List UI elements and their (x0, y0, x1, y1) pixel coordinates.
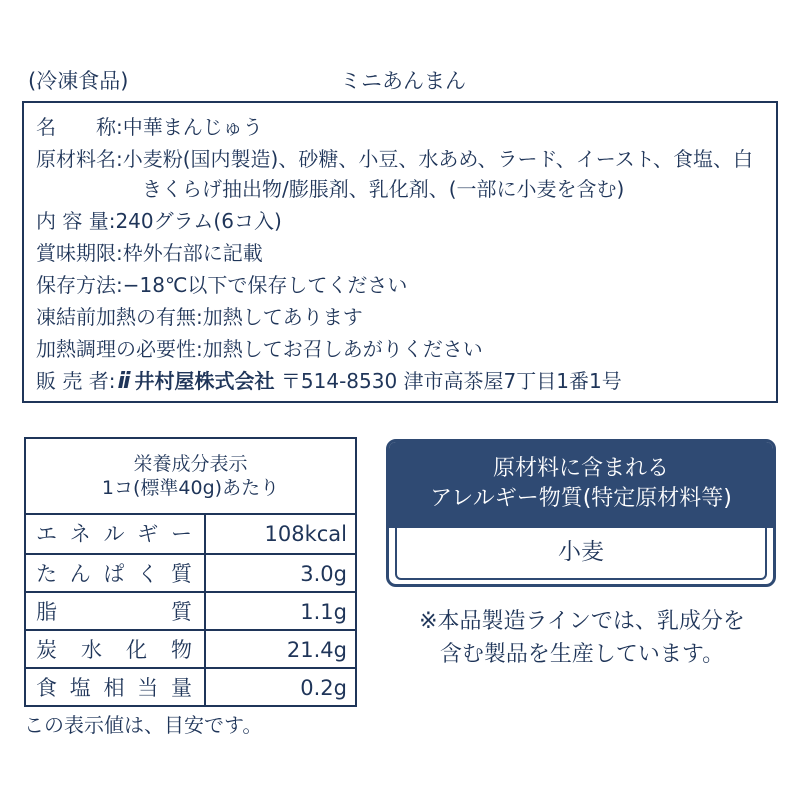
seller-address: 〒514-8530 津市高茶屋7丁目1番1号 (280, 369, 622, 393)
nutrient-name-char: 相 (103, 676, 125, 700)
allergen-value: 小麦 (558, 539, 604, 565)
nutrient-name-char: 食 (36, 676, 57, 700)
label-value: 加熱してあります (202, 305, 363, 329)
nutrition-note: この表示値は、目安です。 (24, 713, 263, 737)
nutrient-name-char: 物 (171, 638, 192, 662)
label-key: 加熱調理の必要性: (36, 337, 203, 361)
nutrition-table (24, 437, 357, 707)
nutrient-name-char: 化 (126, 638, 147, 662)
nutrition-row (26, 515, 355, 553)
nutrient-name-char: ん (69, 562, 91, 586)
nutrient-name-char: 当 (137, 676, 159, 700)
product-name: ミニあんまん (340, 69, 466, 93)
label-key: 販 売 者: (36, 369, 116, 393)
label-value: −18℃以下で保存してください (122, 273, 408, 297)
nutrient-name-char: 脂 (36, 600, 57, 624)
nutrient-name (26, 669, 206, 705)
allergen-header (389, 442, 773, 528)
nutrient-name-char: 水 (81, 638, 102, 662)
label-value: 枠外右部に記載 (122, 241, 263, 265)
label-row-storage (36, 271, 776, 299)
nutrition-header (26, 439, 355, 515)
nutrient-name-char: 炭 (36, 638, 57, 662)
label-row-name (36, 113, 776, 141)
nutrient-value: 1.1g (300, 600, 347, 624)
nutrient-name-char: ル (103, 522, 125, 546)
nutrient-name (26, 555, 206, 591)
nutrient-name-char: ギ (137, 522, 159, 546)
allergen-title-line1: 原材料に含まれる (492, 456, 669, 481)
label-key: 原材料名: (36, 147, 123, 171)
nutrient-value: 3.0g (300, 562, 347, 586)
label-row-ingredients (36, 145, 776, 173)
label-value: 中華まんじゅう (122, 115, 263, 139)
nutrient-name-char: 質 (171, 562, 192, 586)
nutrition-row (26, 667, 355, 705)
nutrient-name-char: 質 (171, 600, 192, 624)
factory-note-line1: ※本品製造ラインでは、乳成分を (419, 609, 745, 634)
nutrient-name (26, 593, 206, 629)
nutrient-name-char: ネ (69, 522, 91, 546)
label-value: 小麦粉(国内製造)、砂糖、小豆、水あめ、ラード、イースト、食塩、白 (122, 147, 753, 171)
nutrient-name-char: ぱ (103, 562, 125, 586)
label-row-ingredients-cont (142, 175, 772, 203)
allergen-title-line2: アレルギー物質(特定原材料等) (430, 486, 732, 511)
nutrient-value: 21.4g (286, 638, 347, 662)
label-value: 240グラム(6コ入) (115, 209, 282, 233)
allergen-box (386, 439, 776, 587)
label-row-content (36, 207, 776, 235)
nutrition-basis: 1コ(標準40g)あたり (101, 477, 280, 499)
nutrient-value: 0.2g (300, 676, 347, 700)
label-key: 名 称: (36, 115, 123, 139)
label-row-seller (36, 367, 776, 396)
seller-name: 井村屋株式会社 (134, 369, 275, 393)
factory-note (386, 605, 778, 671)
label-key: 内 容 量: (36, 209, 116, 233)
product-label-box (22, 101, 778, 403)
nutrient-name-char: た (36, 562, 57, 586)
nutrient-name-char: エ (36, 522, 57, 546)
label-key: 凍結前加熱の有無: (36, 305, 203, 329)
label-key: 賞味期限: (36, 241, 123, 265)
imuraya-logo-icon: ii (117, 369, 129, 394)
nutrient-name-char: 量 (171, 676, 192, 700)
nutrition-row (26, 553, 355, 591)
nutrient-name (26, 515, 206, 553)
factory-note-line2: 含む製品を生産しています。 (439, 642, 725, 667)
nutrient-name-char: ー (171, 522, 192, 546)
nutrition-row (26, 591, 355, 629)
nutrient-name-char: く (137, 562, 159, 586)
nutrient-name-char: 塩 (69, 676, 91, 700)
label-value: 加熱してお召しあがりください (202, 337, 483, 361)
nutrient-name (26, 631, 206, 667)
nutrition-row (26, 629, 355, 667)
nutrient-value: 108kcal (264, 522, 347, 546)
food-category-label: (冷凍食品) (28, 69, 129, 93)
nutrition-title: 栄養成分表示 (133, 453, 248, 475)
label-key: 保存方法: (36, 273, 123, 297)
allergen-value-box (395, 528, 767, 580)
label-row-heated (36, 303, 776, 331)
label-row-cooking (36, 335, 776, 363)
label-row-expiry (36, 239, 776, 267)
label-value: きくらげ抽出物/膨脹剤、乳化剤、(一部に小麦を含む) (142, 177, 625, 201)
